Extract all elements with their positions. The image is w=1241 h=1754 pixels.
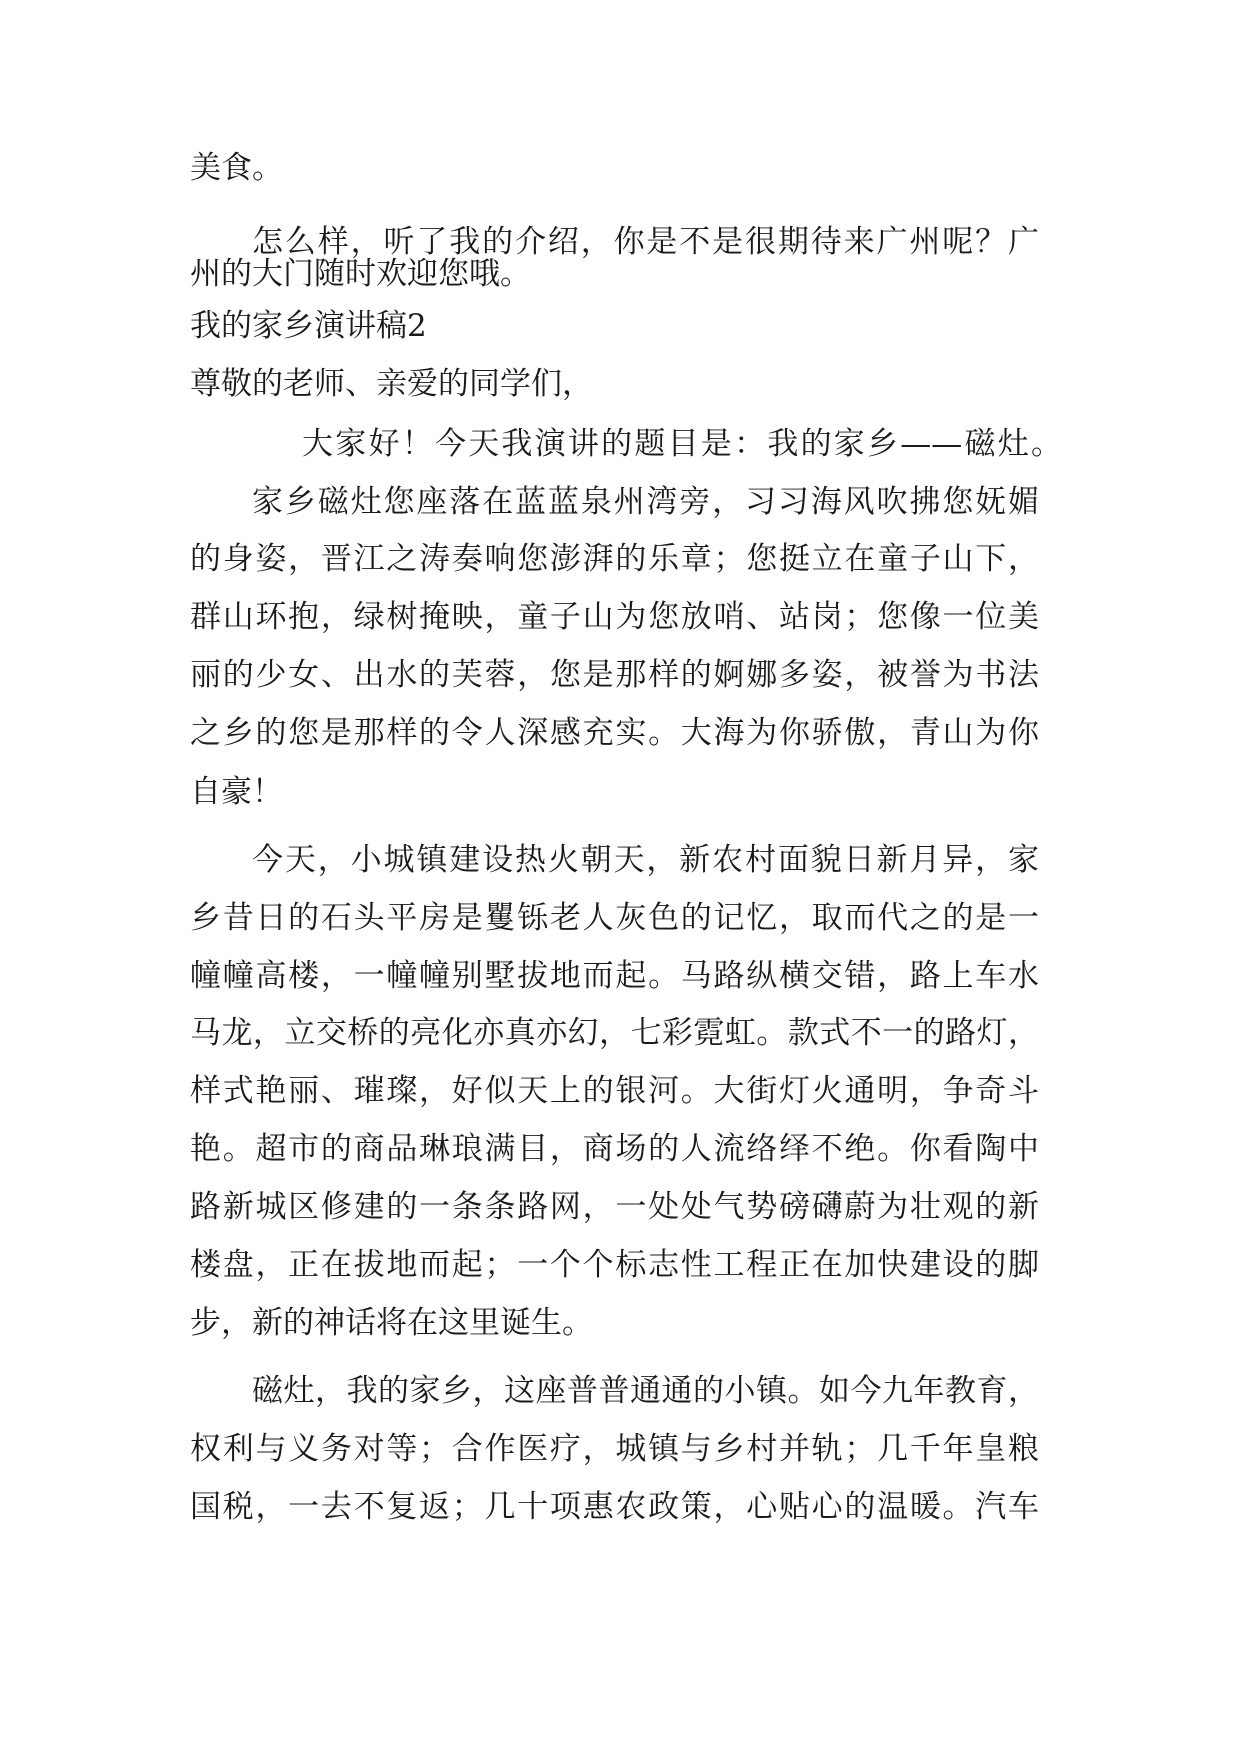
text-line: 楼盘，正在拔地而起；一个个标志性工程正在加快建设的脚 bbox=[190, 1247, 1039, 1283]
text-line: 之乡的您是那样的令人深感充实。大海为你骄傲，青山为你 bbox=[190, 715, 1039, 751]
text-line: 样式艳丽、璀璨，好似天上的银河。大街灯火通明，争奇斗 bbox=[190, 1073, 1039, 1109]
text-line: 艳。超市的商品琳琅满目，商场的人流络绎不绝。你看陶中 bbox=[190, 1131, 1039, 1167]
text-line: 乡昔日的石头平房是矍铄老人灰色的记忆，取而代之的是一 bbox=[190, 900, 1039, 936]
text-line: 磁灶，我的家乡，这座普普通通的小镇。如今九年教育， bbox=[252, 1373, 1039, 1409]
text-line: 步，新的神话将在这里诞生。 bbox=[190, 1305, 593, 1341]
text-line: 大家好！今天我演讲的题目是：我的家乡——磁灶。 bbox=[302, 426, 1062, 462]
section-heading: 我的家乡演讲稿2 bbox=[190, 308, 427, 344]
text-line: 马龙，立交桥的亮化亦真亦幻，七彩霓虹。款式不一的路灯， bbox=[190, 1015, 1039, 1051]
text-line: 丽的少女、出水的芙蓉，您是那样的婀娜多姿，被誉为书法 bbox=[190, 657, 1039, 693]
text-line: 幢幢高楼，一幢幢别墅拔地而起。马路纵横交错，路上车水 bbox=[190, 958, 1039, 994]
text-line: 群山环抱，绿树掩映，童子山为您放哨、站岗；您像一位美 bbox=[190, 599, 1039, 635]
text-line: 州的大门随时欢迎您哦。 bbox=[190, 256, 531, 292]
text-line: 自豪！ bbox=[190, 774, 283, 810]
text-line: 的身姿，晋江之涛奏响您澎湃的乐章；您挺立在童子山下， bbox=[190, 541, 1039, 577]
text-line: 路新城区修建的一条条路网，一处处气势磅礴蔚为壮观的新 bbox=[190, 1189, 1039, 1225]
text-line: 美食。 bbox=[190, 150, 283, 186]
salutation: 尊敬的老师、亲爱的同学们， bbox=[190, 366, 593, 402]
text-line: 怎么样，听了我的介绍，你是不是很期待来广州呢？广 bbox=[252, 224, 1039, 260]
text-line: 家乡磁灶您座落在蓝蓝泉州湾旁，习习海风吹拂您妩媚 bbox=[252, 484, 1039, 520]
text-line: 权利与义务对等；合作医疗，城镇与乡村并轨；几千年皇粮 bbox=[190, 1431, 1039, 1467]
text-line: 国税，一去不复返；几十项惠农政策，心贴心的温暖。汽车 bbox=[190, 1489, 1039, 1525]
text-line: 今天，小城镇建设热火朝天，新农村面貌日新月异，家 bbox=[252, 842, 1039, 878]
